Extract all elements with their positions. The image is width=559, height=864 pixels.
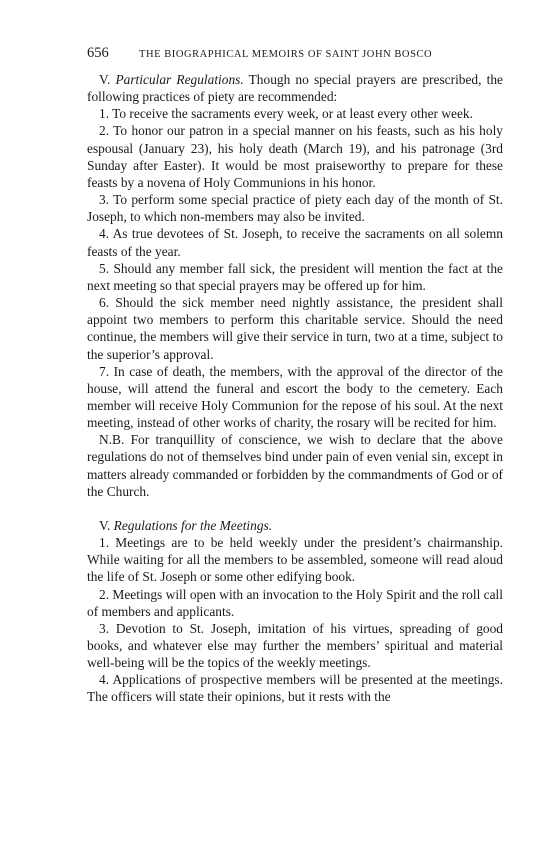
page-number: 656 [87,45,109,61]
section-numeral: V. [99,72,111,87]
book-page [87,45,503,706]
regulation-item: 6. Should the sick member need nightly assistance, the president shall appoint two members to perform this charitable service. Should the need continue, the members will give their service in turn, two at a time, subject to the superior’s approval. [87,295,503,362]
running-title: THE BIOGRAPHICAL MEMOIRS OF SAINT JOHN BOSCO [139,49,433,60]
regulation-item: 4. As true devotees of St. Joseph, to receive the sacraments on all solemn feasts of the year. [87,226,503,259]
section-title: Particular Regulations. [115,72,244,87]
regulation-item: 1. To receive the sacraments every week, or at least every other week. [99,106,473,122]
regulation-item: 1. Meetings are to be held weekly under the president’s chairmanship. While waiting for all the members to be assembled, someone will read aloud the life of St. Joseph or some other edifying book. [87,535,503,585]
regulation-item: 3. Devotion to St. Joseph, imitation of his virtues, spreading of good books, and whatever else may further the members’ spiritual and material well-being will be the topics of the weekly meetings. [87,620,503,671]
regulation-item: 7. In case of death, the members, with the approval of the director of the house, will attend the funeral and escort the body to the cemetery. Each member will receive Holy Communion for the repose of his soul. At the next meeting, instead of other works of charity, the rosary will be recited for him. [87,363,503,431]
section-heading [87,517,503,534]
section-numeral: V. [99,517,111,533]
section-intro [87,71,503,105]
regulation-item: 3. To perform some special practice of piety each day of the month of St. Joseph, to which non-members may also be invited. [87,192,503,225]
section-gap [87,500,503,517]
section-intro-text: Though no special prayers are prescribed, the following practices of piety are recommended: [87,72,503,105]
regulation-item: 4. Applications of prospective members will be presented at the meetings. The officers will state their opinions, but it rests with the [87,672,503,705]
section-meeting-regulations [87,517,503,706]
section-particular-regulations [87,71,503,500]
regulation-item: 2. To honor our patron in a special manner on his feasts, such as his holy espousal (January 23), his holy death (March 19), and his patronage (3rd Sunday after Easter). It would be most praiseworthy to prepare for these feasts by a novena of Holy Communions in his honor. [87,123,503,190]
section-title: Regulations for the Meetings. [113,517,273,533]
regulation-item: 2. Meetings will open with an invocation to the Holy Spirit and the roll call of members and applicants. [87,586,503,619]
running-head [87,45,503,67]
nota-bene: N.B. For tranquillity of conscience, we wish to declare that the above regulations do not of themselves bind under pain of even venial sin, except in matters already commanded or forbidden by the commandments of God or of the Church. [87,432,503,499]
regulation-item: 5. Should any member fall sick, the president will mention the fact at the next meeting so that special prayers may be offered up for him. [87,260,503,293]
